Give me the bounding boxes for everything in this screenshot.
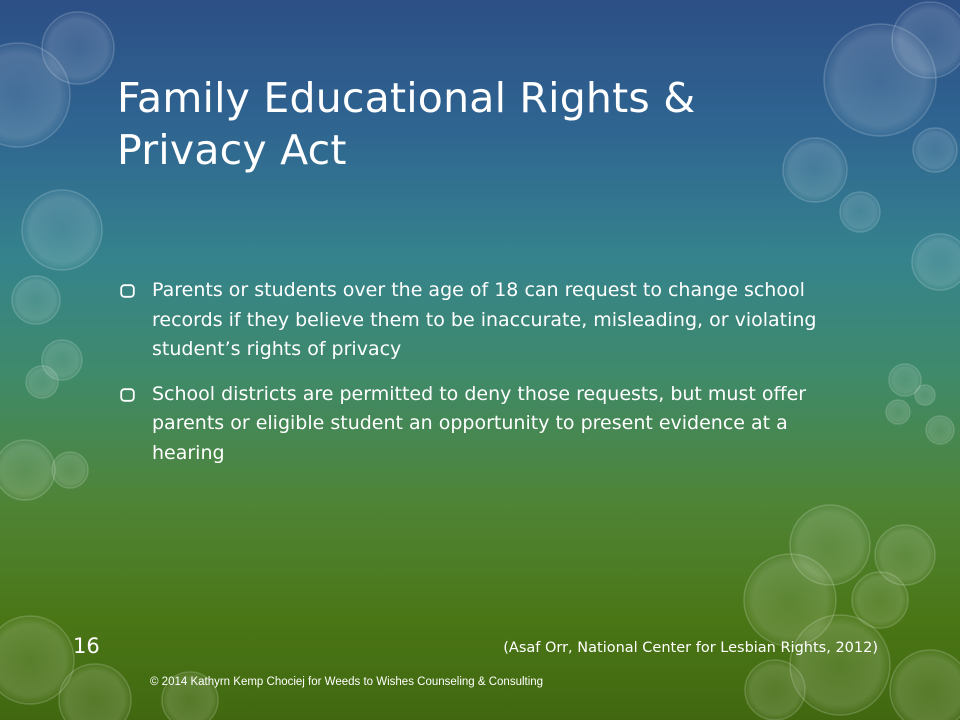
copyright-footer: © 2014 Kathyrn Kemp Chociej for Weeds to Wishes Counseling & Consulting [150, 676, 544, 688]
citation: (Asaf Orr, National Center for Lesbian Rights, 2012) [503, 640, 878, 656]
hollow-square-bullet-icon [120, 284, 135, 298]
hollow-square-bullet-icon [120, 388, 135, 402]
bullet-item [118, 276, 848, 365]
slide-title: Family Educational Rights & Privacy Act [117, 74, 696, 174]
bullet-text: School districts are permitted to deny those requests, but must offer parents or eligible student an opportunity to present evidence at a hearing [152, 382, 807, 464]
bullet-list [118, 276, 848, 483]
bullet-item [118, 380, 848, 469]
slide-number: 16 [73, 634, 100, 658]
bullet-text: Parents or students over the age of 18 can request to change school records if they believe them to be inaccurate, misleading, or violating student’s rights of privacy [152, 279, 817, 360]
